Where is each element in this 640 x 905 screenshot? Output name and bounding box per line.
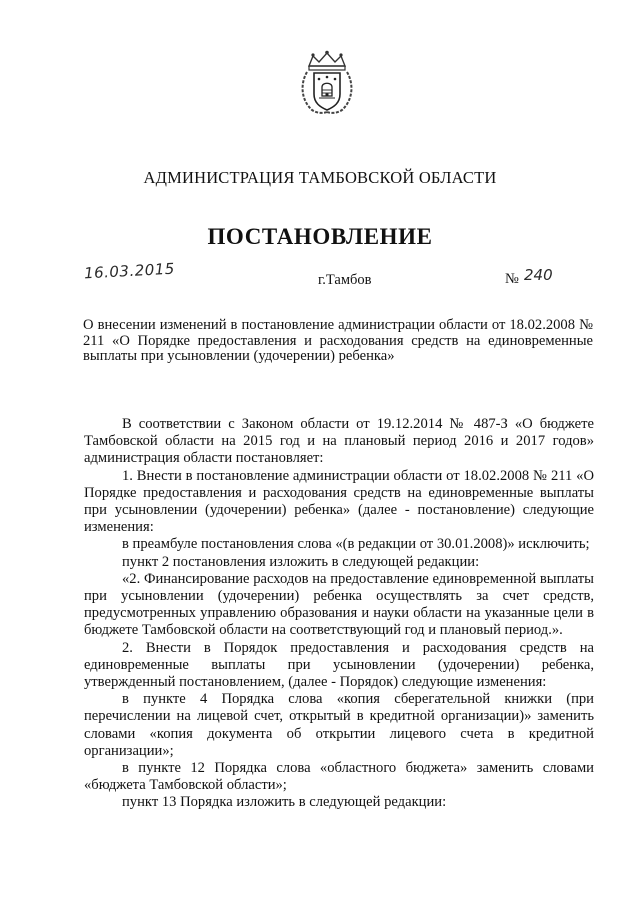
body-paragraph: в пункте 12 Порядка слова «областного бюджета» заменить словами «бюджета Тамбовской области»; xyxy=(84,760,594,794)
body-paragraph: 2. Внести в Порядок предоставления и расходования средств на единовременные выплаты при усыновлении (удочерении) ребенка, утвержденный постановлением, (далее - Порядок) следующие изменения: xyxy=(84,639,594,691)
body-paragraph: В соответствии с Законом области от 19.12.2014 № 487-З «О бюджете Тамбовской области на 2015 год и на плановый период 2016 и 2017 годов» администрация области постановляет: xyxy=(84,416,594,467)
body-paragraph: пункт 13 Порядка изложить в следующей редакции: xyxy=(122,794,447,811)
coat-of-arms-emblem xyxy=(298,50,356,116)
body-paragraph: 1. Внести в постановление администрации области от 18.02.2008 № 211 «О Порядке предоставления и расходования средств на единовременные выплаты при усыновлении (удочерении) ребенка» (далее - постановление) следующие изменения: xyxy=(84,467,594,536)
organization-title: АДМИНИСТРАЦИЯ ТАМБОВСКОЙ ОБЛАСТИ xyxy=(143,168,497,187)
number-label: № xyxy=(505,271,519,287)
body-paragraph: в преамбуле постановления слова «(в редакции от 30.01.2008)» исключить; xyxy=(122,536,590,553)
city-label: г.Тамбов xyxy=(318,272,372,288)
document-body xyxy=(84,416,594,812)
body-paragraph: «2. Финансирование расходов на предоставление единовременной выплаты при усыновлении (удочерении) ребенка осуществлять за счет средств, предусмотренных управлению образования и науки области на указанные цели в бюджете Тамбовской области на соответствующий год и плановый период.». xyxy=(84,570,594,639)
handwritten-date: 16.03.2015 xyxy=(83,259,176,283)
body-paragraph: в пункте 4 Порядка слова «копия сберегательной книжки (при перечислении на лицевой счет, открытый в кредитной организации)» заменить словами «копия документа об открытии лицевого счета в кредитной организации»; xyxy=(84,691,594,759)
document-subject: О внесении изменений в постановление администрации области от 18.02.2008 № 211 «О Порядке предоставления и расходования средств на единовременные выплаты при усыновлении (удочерении) ребенка» xyxy=(83,317,593,365)
document-type-title: ПОСТАНОВЛЕНИЕ xyxy=(207,224,433,249)
handwritten-number: 240 xyxy=(524,266,553,284)
body-paragraph: пункт 2 постановления изложить в следующей редакции: xyxy=(122,553,480,570)
